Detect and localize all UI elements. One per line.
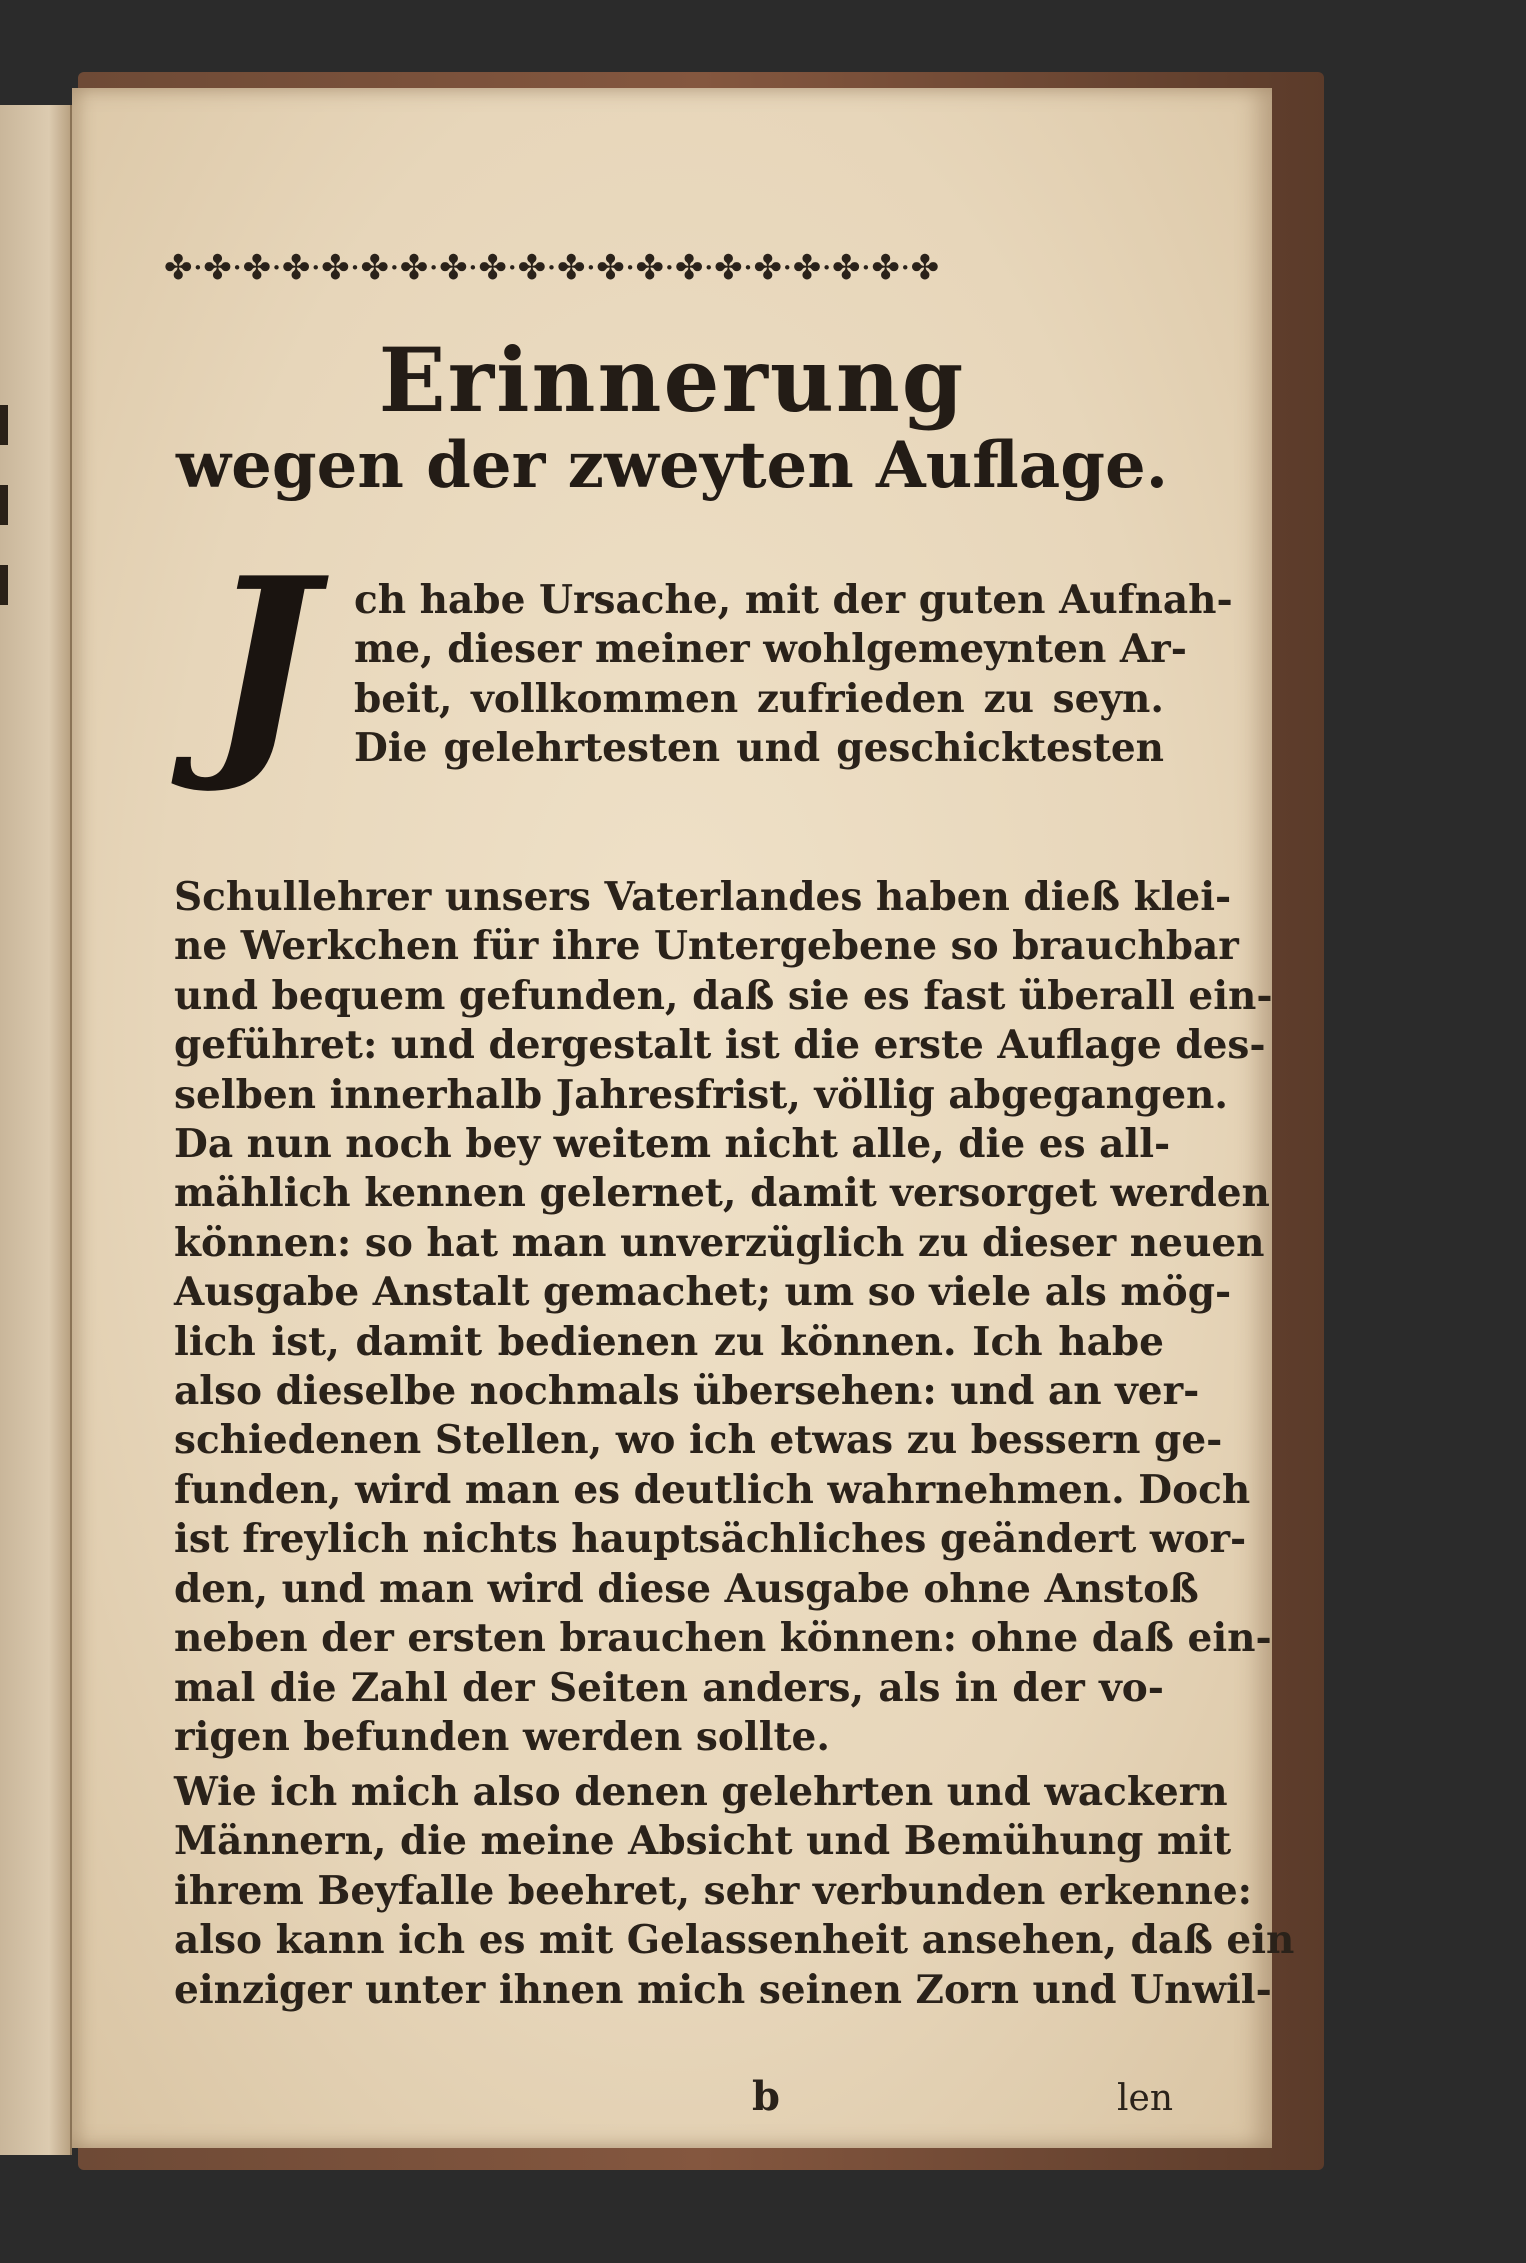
text-line: lich ist, damit bedienen zu können. Ich habe <box>174 1318 1164 1365</box>
text-line: mal die Zahl der Seiten anders, als in der vo- <box>174 1664 1164 1711</box>
ornament-text: ✤·✤·✤·✤·✤·✤·✤·✤·✤·✤·✤·✤·✤·✤·✤·✤·✤·✤·✤·✤ <box>164 248 940 288</box>
left-page-marks <box>0 405 12 645</box>
text-line: Wie ich mich also denen gelehrten und wackern <box>174 1769 1228 1815</box>
text-line: ist freylich nichts hauptsächliches geändert wor- <box>174 1516 1247 1563</box>
text-line: ch habe Ursache, mit der guten Aufnah- <box>354 577 1233 623</box>
text-line: Männern, die meine Absicht und Bemühung mit <box>174 1818 1232 1865</box>
text-line: also dieselbe nochmals übersehen: und an ver- <box>174 1368 1200 1415</box>
text-line: also kann ich es mit Gelassenheit ansehen, daß ein <box>174 1917 1295 1964</box>
signature-mark: b <box>752 2073 780 2120</box>
text-line: ihrem Beyfalle beehret, sehr verbunden erkenne: <box>174 1867 1253 1914</box>
text-line: Da nun noch bey weitem nicht alle, die es all- <box>174 1121 1171 1168</box>
book-page <box>72 88 1295 2148</box>
text-line: me, dieser meiner wohlgemeynten Ar- <box>354 626 1187 673</box>
text-line: geführet: und dergestalt ist die erste Auflage des- <box>174 1022 1266 1069</box>
ornament-rule <box>164 248 1164 288</box>
text-line: Die gelehrtesten und geschicktesten <box>354 725 1164 772</box>
page-title: Erinnerung <box>378 328 966 432</box>
text-line: mählich kennen gelernet, damit versorget werden <box>174 1170 1270 1217</box>
paragraph-1-opening <box>174 576 1233 774</box>
text-line: beit, vollkommen zufrieden zu seyn. <box>354 675 1164 722</box>
text-line: den, und man wird diese Ausgabe ohne Anstoß <box>174 1565 1199 1612</box>
text-line: und bequem gefunden, daß sie es fast überall ein- <box>174 972 1273 1019</box>
paragraph-2 <box>174 1768 1295 2015</box>
paragraph-1-body <box>174 873 1273 1762</box>
text-line: Ausgabe Anstalt gemachet; um so viele als mög- <box>174 1269 1232 1316</box>
text-line: Schullehrer unsers Vaterlandes haben dieß klei- <box>174 874 1232 920</box>
page-subtitle: wegen der zweyten Auflage. <box>176 428 1168 503</box>
text-line: können: so hat man unverzüglich zu dieser neuen <box>174 1219 1265 1266</box>
text-line: selben innerhalb Jahresfrist, völlig abgegangen. <box>174 1071 1228 1118</box>
left-page-edge <box>0 105 72 2155</box>
text-line: schiedenen Stellen, wo ich etwas zu bessern ge- <box>174 1417 1223 1464</box>
text-line: einziger unter ihnen mich seinen Zorn und Unwil- <box>174 1966 1272 2013</box>
text-line: rigen befunden werden sollte. <box>174 1713 830 1760</box>
catchword: len <box>1117 2078 1174 2119</box>
text-line: ne Werkchen für ihre Untergebene so brauchbar <box>174 923 1239 970</box>
drop-capital: J <box>207 528 317 798</box>
text-line: funden, wird man es deutlich wahrnehmen. Doch <box>174 1466 1251 1513</box>
text-line: neben der ersten brauchen können: ohne daß ein- <box>174 1615 1272 1662</box>
